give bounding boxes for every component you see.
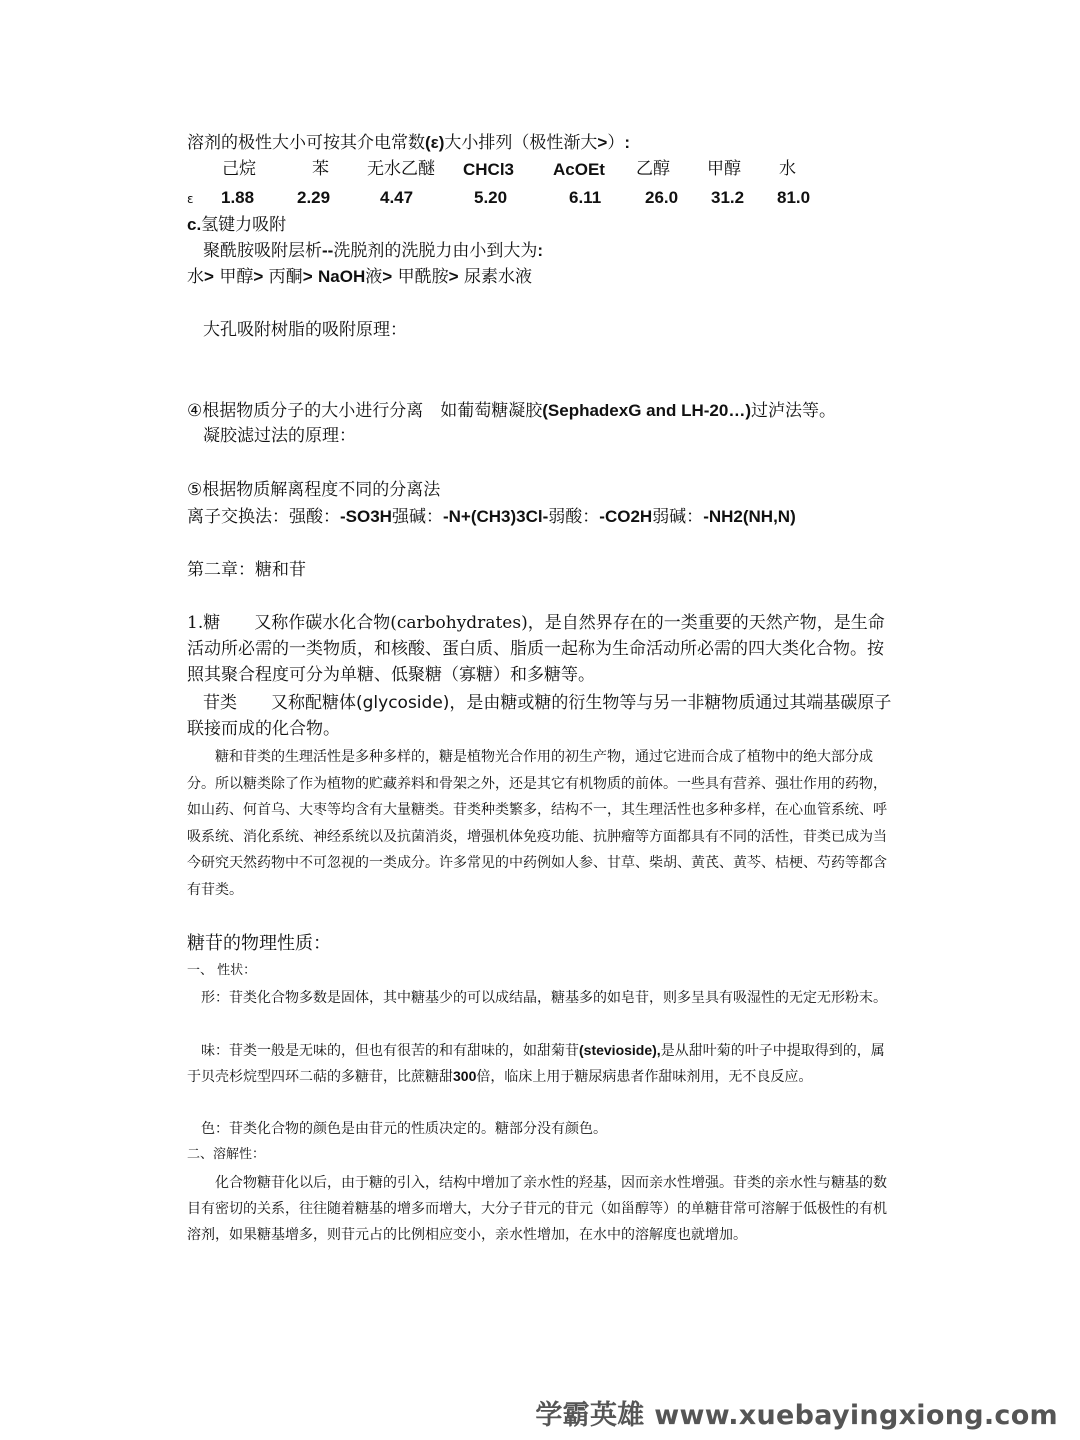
solvent-name: 乙醇	[636, 159, 670, 179]
shape-paragraph: 形：苷类化合物多数是固体，其中糖基少的可以成结晶，糖基多的如皂苷，则多呈具有吸湿性的无定无形粉末。	[201, 990, 887, 1006]
solvent-name: AcOEt	[553, 160, 605, 179]
epsilon-value: 1.88	[221, 188, 255, 207]
footer-watermark: 学霸英雄 www.xuebayingxiong.com	[535, 1400, 1058, 1431]
intro-line: 溶剂的极性大小可按其介电常数(ε)大小排列（极性渐大>）:	[187, 133, 630, 153]
epsilon-value: 6.11	[569, 188, 602, 207]
epsilon-row	[187, 185, 887, 210]
solubility-paragraph: 化合物糖苷化以后，由于糖的引入，结构中增加了亲水性的羟基，因而亲水性增强。苷类的亲水性与糖基的数目有密切的关系，往往随着糖基的增多而增大，大分子苷元的苷元（如甾醇等）的单糖苷常可溶解于低极性的有机溶剂，如果糖基增多，则苷元占的比例相应变小，亲水性增加，在水中的溶解度也就增加。	[187, 1175, 887, 1243]
solvent-name: 水	[779, 159, 796, 179]
taste-paragraph: 味：苷类一般是无味的，但也有很苦的和有甜味的，如甜菊苷(stevioside),是从甜叶菊的叶子中提取得到的，属于贝壳杉烷型四环二萜的多糖苷，比蔗糖甜300倍，临床上用于糖尿病患者作甜味剂用，无不良反应。	[187, 1042, 885, 1085]
section-solubility: 二、溶解性：	[187, 1147, 266, 1162]
solvent-name: 甲醇	[707, 159, 741, 179]
glycoside-definition: 苷类 又称配糖体(glycoside)，是由糖或糖的衍生物等与另一非糖物质通过其端基碳原子联接而成的化合物。	[187, 693, 892, 739]
epsilon-value: 26.0	[645, 188, 679, 207]
ion-exchange-line: 离子交换法：强酸：-SO3H强碱：-N+(CH3)3Cl-弱酸：-CO2H弱碱：-NH2(NH,N)	[187, 507, 796, 527]
epsilon-value: 31.2	[711, 188, 745, 207]
epsilon-symbol: ε	[187, 192, 194, 206]
hbond-line: c.氢键力吸附	[187, 215, 287, 235]
color-line: 色：苷类化合物的颜色是由苷元的性质决定的。糖部分没有颜色。	[201, 1121, 607, 1137]
size-separation-line: ④根据物质分子的大小进行分离 如葡萄糖凝胶(SephadexG and LH-20…)过泸法等。	[187, 401, 837, 421]
polyamide-line: 聚酰胺吸附层析--洗脱剂的洗脱力由小到大为:	[203, 241, 543, 261]
physical-properties-title: 糖苷的物理性质：	[187, 933, 331, 954]
bioactivity-paragraph: 糖和苷类的生理活性是多种多样的，糖是植物光合作用的初生产物，通过它进而合成了植物中的绝大部分成分。所以糖类除了作为植物的贮藏养料和骨架之外，还是其它有机物质的前体。一些具有营养、强壮作用的药物，如山药、何首乌、大枣等均含有大量糖类。苷类种类繁多，结构不一，其生理活性也多种多样，在心血管系统、呼吸系统、消化系统、神经系统以及抗菌消炎，增强机体免疫功能、抗肿瘤等方面都具有不同的活性，苷类已成为当今研究天然药物中不可忽视的一类成分。许多常见的中药例如人参、甘草、柴胡、黄芪、黄芩、桔梗、芍药等都含有苷类。	[187, 749, 887, 898]
epsilon-value: 81.0	[777, 188, 811, 207]
sugar-definition: 1.糖 又称作碳水化合物(carbohydrates)，是自然界存在的一类重要的天然产物，是生命活动所必需的一类物质，和核酸、蛋白质、脂质一起称为生命活动所必需的四大类化合物。按照其聚合程度可分为单糖、低聚糖（寡糖）和多糖等。	[187, 613, 885, 685]
epsilon-value: 2.29	[297, 188, 331, 207]
chapter-title: 第二章：糖和苷	[187, 560, 306, 580]
solvent-name: 己烷	[222, 159, 256, 179]
epsilon-value: 5.20	[474, 188, 508, 207]
solvent-name: 无水乙醚	[367, 159, 435, 179]
epsilon-value: 4.47	[380, 188, 414, 207]
macroporous-heading: 大孔吸附树脂的吸附原理：	[203, 320, 407, 340]
solvent-name: 苯	[312, 159, 329, 179]
dissociation-line: ⑤根据物质解离程度不同的分离法	[187, 480, 441, 500]
gel-filtration-heading: 凝胶滤过法的原理：	[203, 426, 356, 446]
section-appearance: 一、 性状：	[187, 963, 257, 978]
eluent-order: 水> 甲醇> 丙酮> NaOH液> 甲酰胺> 尿素水液	[187, 267, 532, 287]
solvent-name: CHCl3	[463, 160, 515, 179]
